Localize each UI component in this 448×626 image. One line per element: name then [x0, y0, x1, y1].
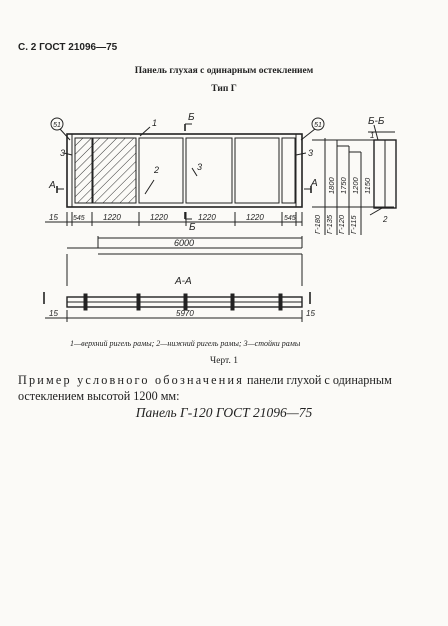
height-1150: 1150 [363, 177, 372, 194]
dim-1220-2: 1220 [150, 213, 168, 222]
example-paragraph [18, 372, 433, 404]
dim-1220-4: 1220 [246, 213, 264, 222]
page-header: С. 2 ГОСТ 21096—75 [18, 42, 118, 53]
dim-15-bottom-right: 15 [306, 309, 315, 318]
example-designation: Панель Г-120 ГОСТ 21096—75 [135, 405, 313, 420]
height-1800: 1800 [327, 177, 336, 194]
drawing-title: Панель глухая с одинарным остеклением [134, 66, 314, 76]
glazing-bay-1 [75, 138, 92, 203]
dim-1220-3: 1220 [198, 213, 216, 222]
dim-15-left: 15 [49, 213, 58, 222]
callout-3-mid: 3 [197, 162, 203, 172]
window-opening-2 [186, 138, 232, 203]
bb-callout-2: 2 [383, 215, 388, 224]
example-rest: панели глухой с одинарным остеклением высотой 1200 мм: [18, 373, 392, 403]
callout-51-right: 51 [314, 122, 322, 129]
height-g120: Г-120 [337, 214, 346, 234]
dim-545-left: 545 [73, 215, 85, 222]
callout-3-left: 3 [60, 148, 66, 158]
section-a-right: А [311, 178, 318, 189]
dim-6000: 6000 [174, 238, 195, 248]
callout-3-right: 3 [308, 148, 314, 158]
dim-5970: 5970 [176, 309, 194, 318]
height-g115: Г-115 [349, 215, 358, 234]
callout-1: 1 [152, 118, 158, 128]
type-label: Тип Г [211, 84, 237, 94]
height-1200: 1200 [351, 177, 360, 194]
figure-label: Черт. 1 [210, 356, 238, 366]
window-opening-3 [235, 138, 279, 203]
figure-caption: 1—верхний ригель рамы; 2—нижний ригель рамы; 3—стойки рамы [70, 339, 301, 348]
height-g180: Г-180 [313, 214, 322, 234]
section-b-bottom: Б [189, 222, 196, 233]
callout-51: 51 [53, 122, 61, 129]
bb-callout-1-visible: 1 [370, 131, 375, 140]
glazing-bay-2 [93, 138, 136, 203]
window-opening-4 [282, 138, 295, 203]
section-a-left: А [49, 180, 56, 191]
section-bb-label: Б-Б [368, 116, 385, 127]
dim-1220-1: 1220 [103, 213, 121, 222]
dim-15-bottom-left: 15 [49, 309, 58, 318]
example-lead: Пример условного обозначения [18, 373, 244, 387]
section-b-top: Б [188, 112, 195, 123]
section-aa-label: А-А [175, 276, 192, 287]
callout-2: 2 [154, 165, 160, 175]
height-g135: Г-135 [325, 214, 334, 234]
dim-545-right: 545 [284, 215, 296, 222]
height-1750: 1750 [339, 177, 348, 194]
